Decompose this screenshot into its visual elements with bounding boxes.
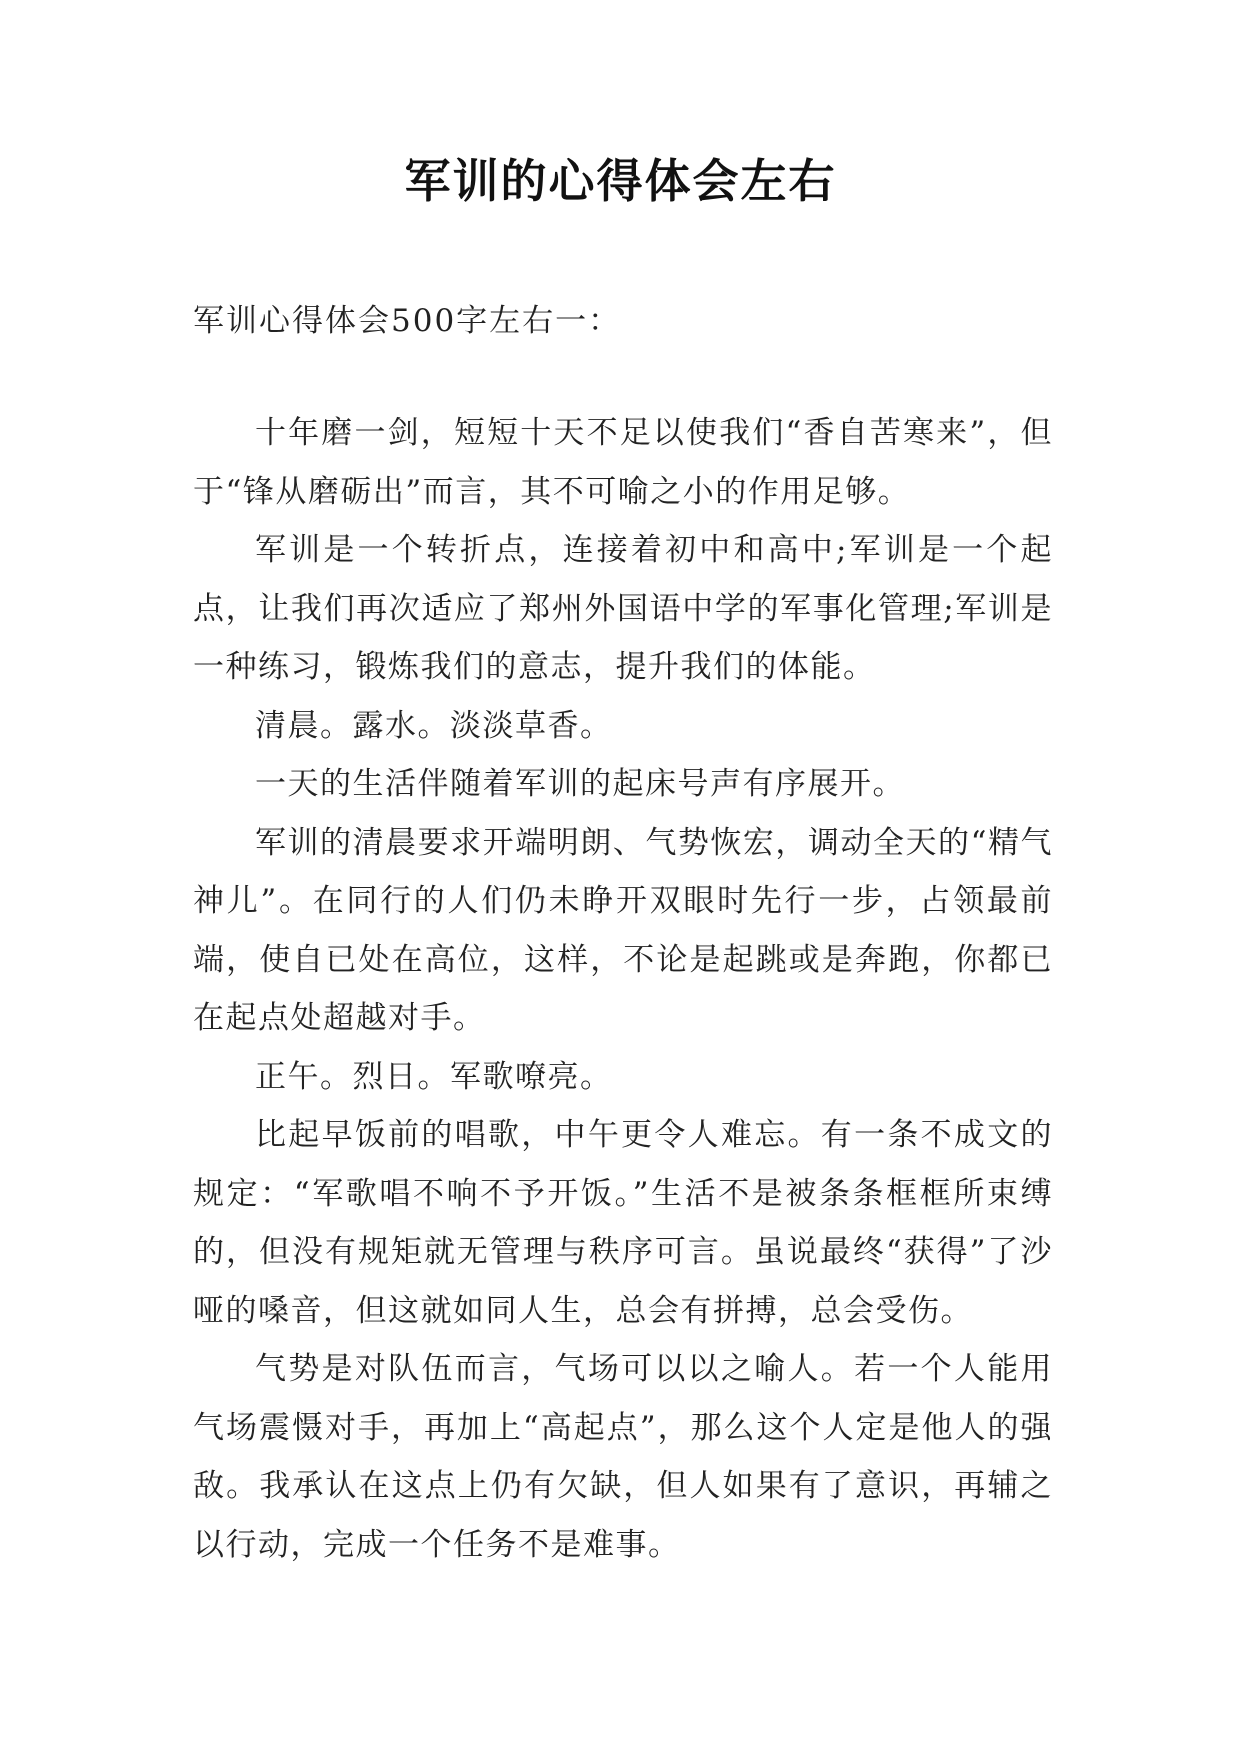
paragraph: 比起早饭前的唱歌，中午更令人难忘。有一条不成文的规定：“军歌唱不响不予开饭。”生活不是被条条框框所束缚的，但没有规矩就无管理与秩序可言。虽说最终“获得”了沙哑的嗓音，但这就如同人生，总会有拼搏，总会受伤。: [193, 1117, 1053, 1329]
paragraph: 军训是一个转折点，连接着初中和高中;军训是一个起点，让我们再次适应了郑州外国语中学的军事化管理;军训是一种练习，锻炼我们的意志，提升我们的体能。: [193, 532, 1053, 685]
paragraph: 清晨。露水。淡淡草香。: [255, 707, 613, 744]
paragraph: 正午。烈日。军歌嘹亮。: [255, 1058, 613, 1095]
paragraph: 一天的生活伴随着军训的起床号声有序展开。: [255, 766, 905, 802]
paragraph: 军训的清晨要求开端明朗、气势恢宏，调动全天的“精气神儿”。在同行的人们仍未睁开双眼时先行一步，占领最前端，使自已处在高位，这样，不论是起跳或是奔跑，你都已在起点处超越对手。: [193, 824, 1053, 1036]
section-heading: 军训心得体会500字左右一：: [193, 303, 622, 339]
document-body: [193, 404, 1053, 1574]
document-title: 军训的心得体会左右: [404, 154, 837, 208]
paragraph: 十年磨一剑，短短十天不足以使我们“香自苦寒来”，但于“锋从磨砺出”而言，其不可喻之小的作用足够。: [193, 415, 1053, 510]
paragraph: 气势是对队伍而言，气场可以以之喻人。若一个人能用气场震慑对手，再加上“高起点”，那么这个人定是他人的强敌。我承认在这点上仍有欠缺，但人如果有了意识，再辅之以行动，完成一个任务不是难事。: [193, 1351, 1053, 1563]
